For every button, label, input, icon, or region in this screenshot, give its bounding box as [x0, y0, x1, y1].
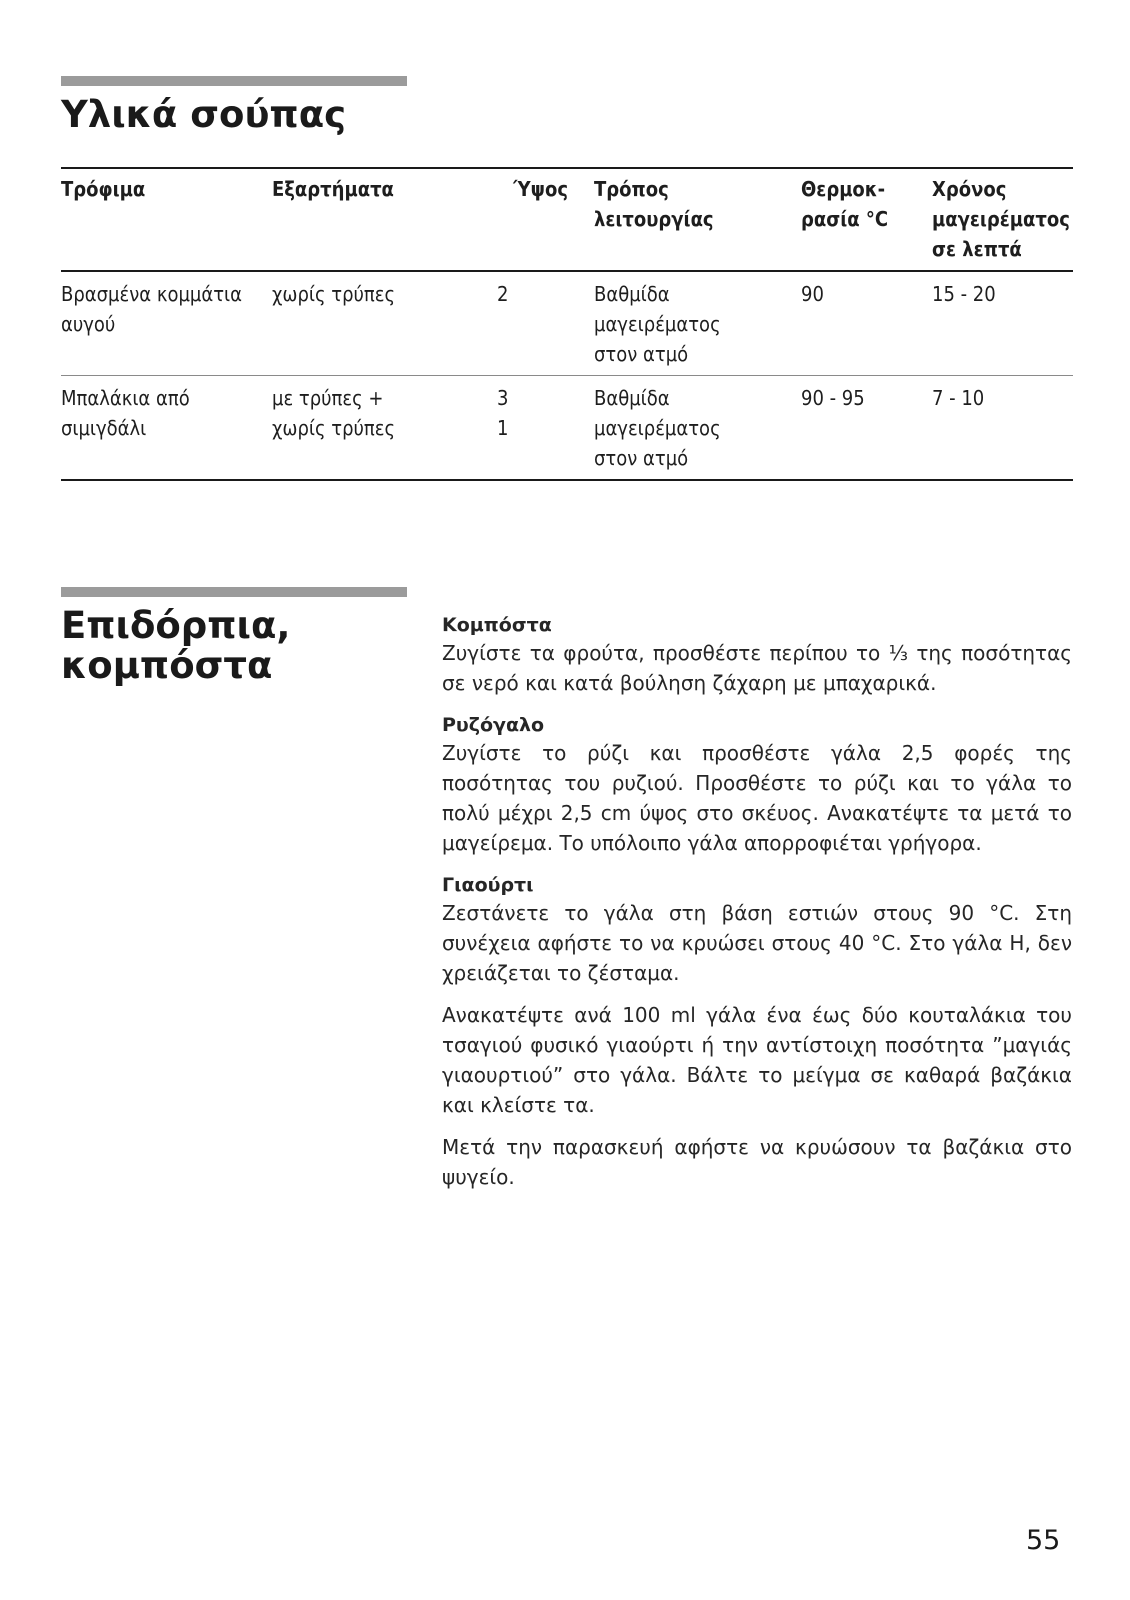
cell-food-line: αυγού: [61, 312, 116, 336]
cell-accessories-line: χωρίς τρύπες: [272, 282, 396, 306]
cell-food-line: Μπαλάκια από: [61, 386, 190, 410]
header-time: [932, 174, 1073, 264]
header-accessories-line: Εξαρτήματα: [272, 177, 394, 201]
header-mode-line: λειτουργίας: [594, 207, 714, 231]
cell-level-line: 3: [497, 386, 509, 410]
recipe-paragraph: Ζεστάνετε το γάλα στη βάση εστιών στους 90 °C. Στη συνέχεια αφήστε το να κρυώσει στους 40 °C. Στο γάλα H, δεν χρειάζεται το ζέσταμα.: [442, 901, 1072, 985]
header-level-line: ΄Υψος: [509, 177, 568, 201]
cell-level: [497, 383, 594, 473]
section-title-desserts: [61, 606, 290, 686]
cell-time: [932, 383, 1073, 473]
cell-time: [932, 279, 1073, 369]
page-number: 55: [1026, 1525, 1061, 1556]
cell-mode-line: Βαθμίδα: [594, 386, 670, 410]
header-accessories: [272, 174, 497, 264]
header-level: [497, 174, 594, 264]
cell-mode: [594, 279, 801, 369]
cell-mode-line: στον ατμό: [594, 342, 689, 366]
cell-temp-line: 90: [801, 282, 824, 306]
cell-mode: [594, 383, 801, 473]
cell-level-line: 1: [497, 416, 509, 440]
cell-temp-line: 90 - 95: [801, 386, 865, 410]
cell-mode-line: Βαθμίδα: [594, 282, 670, 306]
cell-level-line: 2: [497, 282, 509, 306]
section-title-soup: Υλικά σούπας: [61, 93, 347, 136]
table-bottom-rule: [61, 479, 1073, 481]
cell-food: [61, 383, 272, 473]
cell-food-line: σιμιγδάλι: [61, 416, 147, 440]
cell-accessories: [272, 383, 497, 473]
cell-time-line: 7 - 10: [932, 386, 985, 410]
recipe-paragraph: Ανακατέψτε ανά 100 ml γάλα ένα έως δύο κουταλάκια του τσαγιού φυσικό γιαούρτι ή την αντίστοιχη ποσότητα ”μαγιάς γιαουρτιού” στο γάλα. Βάλτε το μείγμα σε καθαρά βαζάκια και κλείστε τα.: [442, 1003, 1072, 1117]
header-temperature-line: Θερμοκ-: [801, 177, 886, 201]
recipe-paragraph: Μετά την παρασκευή αφήστε να κρυώσουν τα βαζάκια στο ψυγείο.: [442, 1135, 1072, 1189]
section-title-desserts-line1: Επιδόρπια,: [61, 604, 291, 647]
recipe-paragraph: Ζυγίστε το ρύζι και προσθέστε γάλα 2,5 φορές της ποσότητας του ρυζιού. Προσθέστε το ρύζι και το γάλα το πολύ μέχρι 2,5 cm ύψος στο σκέυος. Ανακατέψτε τα μετά το μαγείρεμα. Το υπόλοιπο γάλα απορροφιέται γρήγορα.: [442, 741, 1072, 855]
table-header-row: [61, 169, 1073, 270]
cell-accessories: [272, 279, 497, 369]
cell-mode-line: μαγειρέματος: [594, 312, 721, 336]
section-title-desserts-line2: κομπόστα: [61, 644, 273, 687]
cell-accessories-line: με τρύπες +: [272, 386, 384, 410]
header-mode: [594, 174, 801, 264]
header-time-line: Χρόνος: [932, 177, 1007, 201]
recipe-heading: Ρυζόγαλο: [442, 714, 545, 736]
header-food: [61, 174, 272, 264]
section-bar-soup: [61, 76, 407, 86]
header-temperature-line: ρασία °C: [801, 207, 889, 231]
cell-time-line: 15 - 20: [932, 282, 996, 306]
recipe-paragraph: Ζυγίστε τα φρούτα, προσθέστε περίπου το ⅓ της ποσότητας σε νερό και κατά βούληση ζάχαρη με μπαχαρικά.: [442, 641, 1072, 695]
header-temperature: [801, 174, 932, 264]
cell-mode-line: μαγειρέματος: [594, 416, 721, 440]
header-mode-line: Τρόπος: [594, 177, 669, 201]
cell-temp: [801, 279, 932, 369]
cell-accessories-line: χωρίς τρύπες: [272, 416, 396, 440]
section-bar-desserts: [61, 587, 407, 597]
header-time-line: μαγειρέματος: [932, 207, 1070, 231]
soup-table: [61, 167, 1073, 481]
header-time-line: σε λεπτά: [932, 237, 1022, 261]
cell-level: [497, 279, 594, 369]
dessert-text-column: [442, 612, 1072, 1192]
cell-food-line: Βρασμένα κομμάτια: [61, 282, 242, 306]
cell-temp: [801, 383, 932, 473]
header-food-line: Τρόφιμα: [61, 177, 146, 201]
recipe-heading: Κομπόστα: [442, 614, 552, 636]
cell-food: [61, 279, 272, 369]
recipe-heading: Γιαούρτι: [442, 874, 534, 896]
table-row: [61, 272, 1073, 375]
table-row: [61, 376, 1073, 479]
cell-mode-line: στον ατμό: [594, 446, 689, 470]
